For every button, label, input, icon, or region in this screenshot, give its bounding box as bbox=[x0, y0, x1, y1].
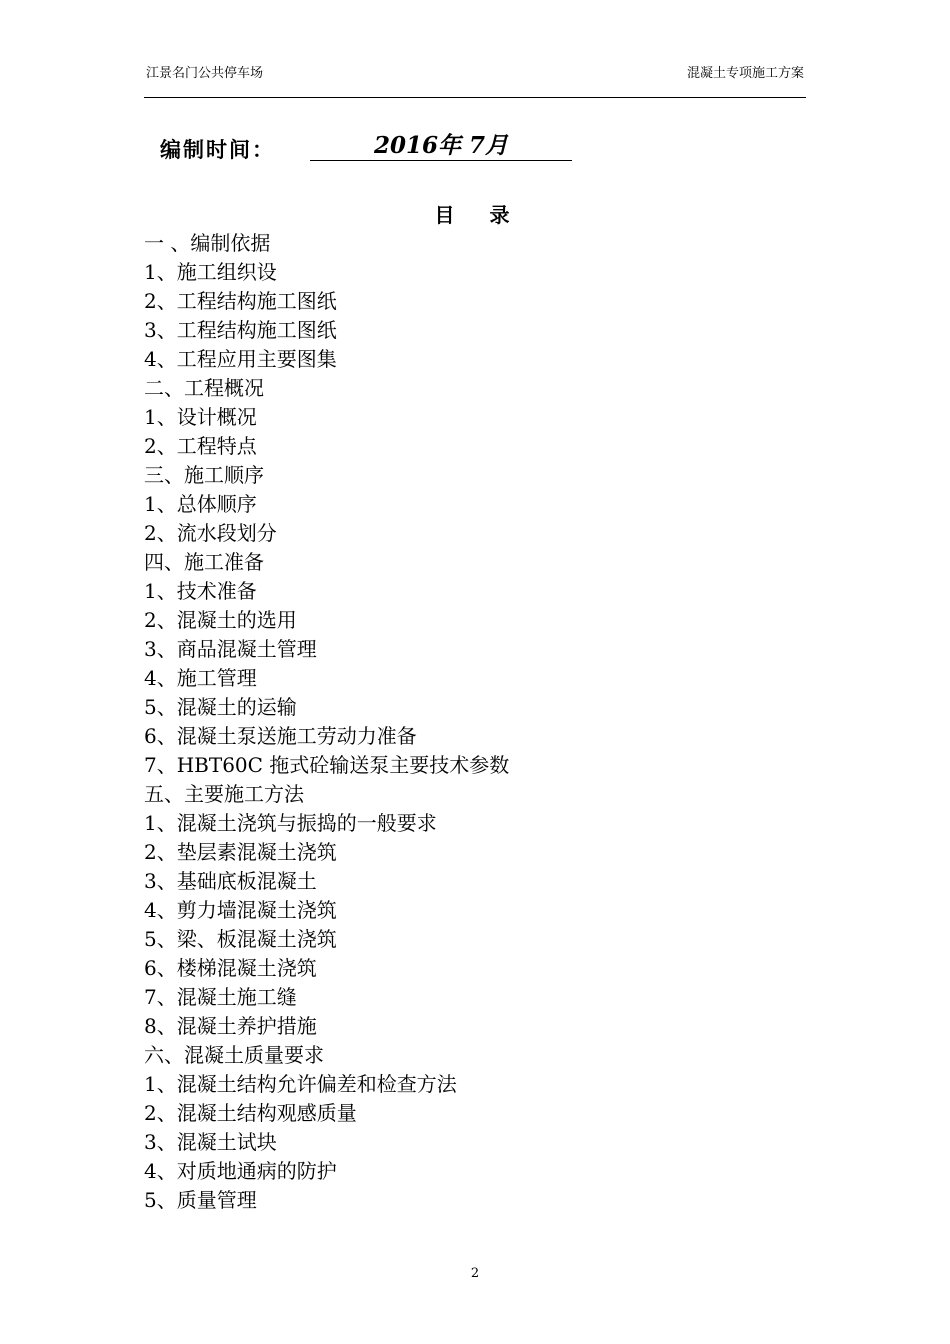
toc-entry: 2、工程特点 bbox=[144, 434, 257, 458]
toc-list bbox=[144, 229, 509, 1215]
toc-entry: 1、总体顺序 bbox=[144, 492, 257, 516]
toc-entry: 3、商品混凝土管理 bbox=[144, 637, 317, 661]
toc-entry: 6、混凝土泵送施工劳动力准备 bbox=[144, 724, 417, 748]
page-number: 2 bbox=[470, 1266, 480, 1281]
toc-entry: 3、工程结构施工图纸 bbox=[144, 318, 337, 342]
toc-entry: 7、混凝土施工缝 bbox=[144, 985, 297, 1009]
toc-entry: 2、混凝土结构观感质量 bbox=[144, 1101, 357, 1125]
toc-entry: 2、工程结构施工图纸 bbox=[144, 289, 337, 313]
toc-entry: 三、施工顺序 bbox=[144, 463, 264, 487]
toc-entry: 1、设计概况 bbox=[144, 405, 257, 429]
toc-entry: 4、工程应用主要图集 bbox=[144, 347, 337, 371]
toc-entry: 5、梁、板混凝土浇筑 bbox=[144, 927, 337, 951]
toc-entry: 7、HBT60C 拖式砼输送泵主要技术参数 bbox=[144, 753, 510, 777]
toc-entry: 1、混凝土结构允许偏差和检查方法 bbox=[144, 1072, 457, 1096]
header-divider bbox=[144, 97, 806, 98]
toc-entry: 4、对质地通病的防护 bbox=[144, 1159, 337, 1183]
header-document-title: 混凝土专项施工方案 bbox=[686, 66, 804, 81]
toc-entry: 4、剪力墙混凝土浇筑 bbox=[144, 898, 337, 922]
toc-entry: 2、流水段划分 bbox=[144, 521, 277, 545]
toc-entry: 1、施工组织设 bbox=[144, 260, 277, 284]
header-project-name: 江景名门公共停车场 bbox=[146, 66, 264, 81]
compile-date-label: 编制时间： bbox=[160, 138, 275, 162]
toc-entry: 3、混凝土试块 bbox=[144, 1130, 277, 1154]
toc-entry: 2、垫层素混凝土浇筑 bbox=[144, 840, 337, 864]
compile-date-value: 2016年 7月 bbox=[310, 132, 572, 161]
toc-entry: 1、混凝土浇筑与振捣的一般要求 bbox=[144, 811, 437, 835]
toc-entry: 五、主要施工方法 bbox=[144, 782, 304, 806]
toc-entry: 二、工程概况 bbox=[144, 376, 264, 400]
toc-entry: 4、施工管理 bbox=[144, 666, 257, 690]
toc-entry: 四、施工准备 bbox=[144, 550, 264, 574]
toc-entry: 5、混凝土的运输 bbox=[144, 695, 297, 719]
toc-entry: 2、混凝土的选用 bbox=[144, 608, 297, 632]
toc-entry: 8、混凝土养护措施 bbox=[144, 1014, 317, 1038]
toc-entry: 3、基础底板混凝土 bbox=[144, 869, 317, 893]
toc-entry: 5、质量管理 bbox=[144, 1188, 257, 1212]
toc-entry: 1、技术准备 bbox=[144, 579, 257, 603]
toc-entry: 六、混凝土质量要求 bbox=[144, 1043, 324, 1067]
toc-title: 目 录 bbox=[434, 203, 524, 227]
toc-entry: 6、楼梯混凝土浇筑 bbox=[144, 956, 317, 980]
toc-entry: 一 、编制依据 bbox=[144, 231, 271, 255]
